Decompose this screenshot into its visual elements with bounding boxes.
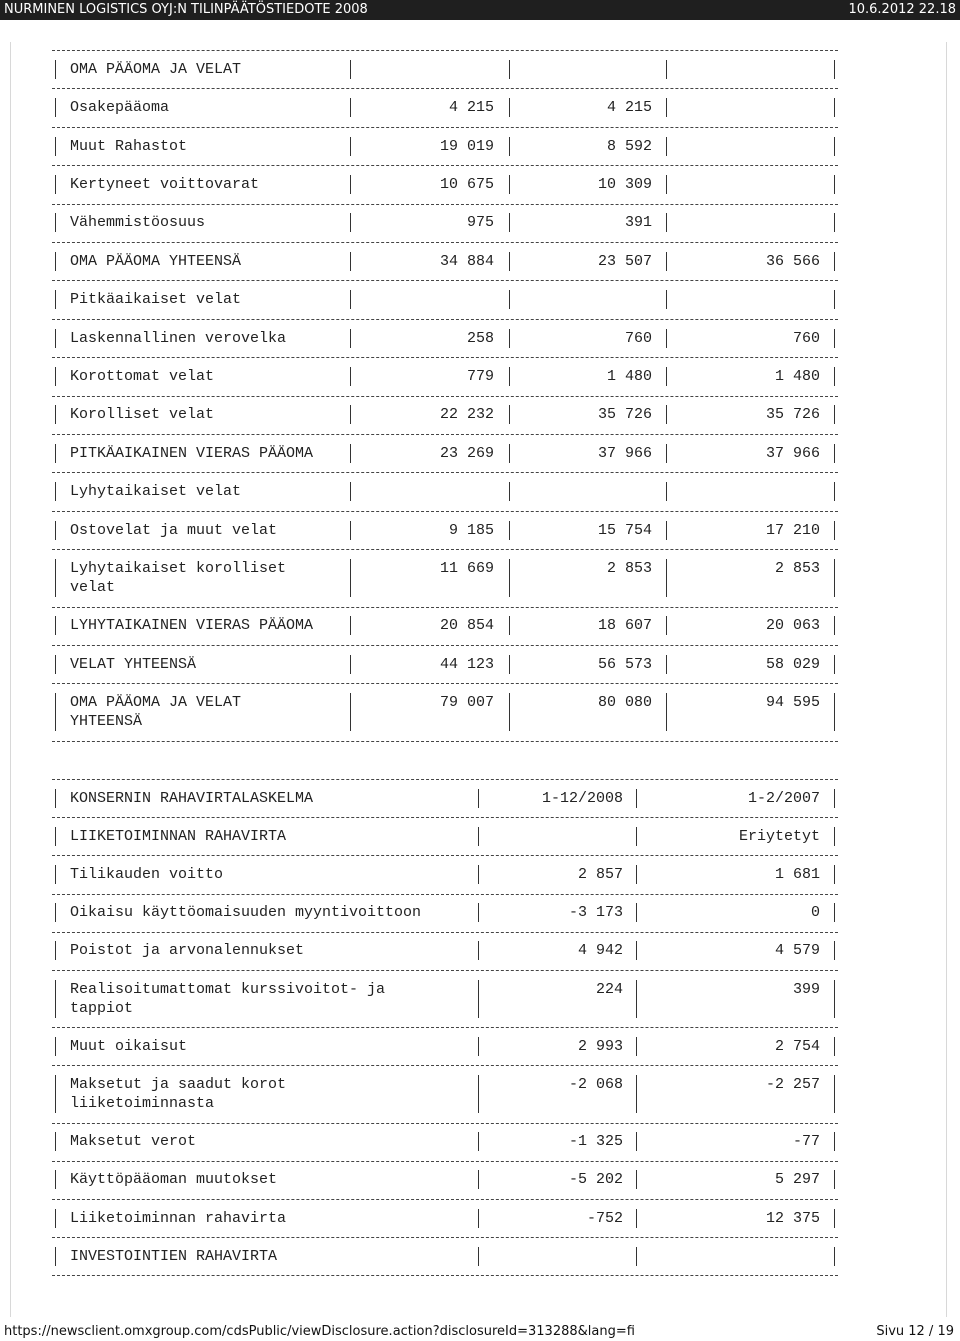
column-divider bbox=[636, 1075, 637, 1113]
column-divider bbox=[350, 559, 351, 597]
value-cell: 80 080 bbox=[597, 694, 652, 712]
column-divider bbox=[55, 482, 56, 501]
value-cell: 12 375 bbox=[765, 1209, 820, 1227]
table-row bbox=[52, 903, 838, 922]
column-divider bbox=[478, 941, 479, 960]
table-row bbox=[52, 367, 838, 386]
table-row bbox=[52, 616, 838, 635]
row-separator bbox=[52, 645, 838, 646]
column-divider bbox=[478, 1132, 479, 1151]
column-divider bbox=[478, 827, 479, 846]
table-row bbox=[52, 1075, 838, 1113]
table-row bbox=[52, 137, 838, 156]
row-separator bbox=[52, 204, 838, 205]
column-divider bbox=[834, 1209, 835, 1228]
document-header bbox=[0, 0, 960, 20]
value-cell: 1 480 bbox=[774, 367, 820, 385]
row-label: Realisoitumattomat kurssivoitot- ja bbox=[70, 980, 386, 998]
column-divider bbox=[55, 1170, 56, 1189]
row-label: Maksetut verot bbox=[70, 1133, 197, 1151]
value-cell: -3 173 bbox=[568, 904, 623, 922]
value-cell: 4 942 bbox=[577, 942, 623, 960]
column-divider bbox=[834, 252, 835, 271]
column-divider bbox=[350, 98, 351, 117]
value-cell: 0 bbox=[810, 904, 820, 922]
page-footer bbox=[0, 1322, 960, 1341]
value-cell: 2 853 bbox=[774, 559, 820, 577]
table-row bbox=[52, 1170, 838, 1189]
table-row bbox=[52, 98, 838, 117]
column-divider bbox=[834, 1247, 835, 1266]
value-cell: 58 029 bbox=[765, 655, 820, 673]
column-divider bbox=[834, 559, 835, 597]
value-cell: 23 507 bbox=[597, 252, 652, 270]
column-divider bbox=[666, 482, 667, 501]
column-divider bbox=[350, 444, 351, 463]
column-divider bbox=[478, 980, 479, 1018]
value-cell: 34 884 bbox=[439, 252, 494, 270]
value-cell: -77 bbox=[792, 1133, 820, 1151]
column-divider bbox=[636, 865, 637, 884]
value-cell: 2 993 bbox=[577, 1037, 623, 1055]
column-divider bbox=[55, 941, 56, 960]
table-row bbox=[52, 1132, 838, 1151]
row-label: Muut Rahastot bbox=[70, 137, 188, 155]
column-divider bbox=[834, 941, 835, 960]
value-cell: 37 966 bbox=[765, 444, 820, 462]
value-cell: 22 232 bbox=[439, 406, 494, 424]
table-row bbox=[52, 559, 838, 597]
value-cell: 35 726 bbox=[597, 406, 652, 424]
column-divider bbox=[55, 367, 56, 386]
row-separator bbox=[52, 932, 838, 933]
row-separator bbox=[52, 280, 838, 281]
value-cell: 11 669 bbox=[439, 559, 494, 577]
column-divider bbox=[834, 521, 835, 540]
value-cell: 2 754 bbox=[774, 1037, 820, 1055]
column-divider bbox=[636, 1209, 637, 1228]
column-divider bbox=[509, 444, 510, 463]
value-cell: -752 bbox=[586, 1209, 623, 1227]
row-separator bbox=[52, 855, 838, 856]
column-divider bbox=[55, 827, 56, 846]
row-separator bbox=[52, 434, 838, 435]
value-cell: 15 754 bbox=[597, 521, 652, 539]
table-row bbox=[52, 655, 838, 674]
row-separator bbox=[52, 319, 838, 320]
row-label: OMA PÄÄOMA JA VELAT bbox=[70, 694, 242, 712]
row-separator bbox=[52, 607, 838, 608]
column-divider bbox=[834, 1037, 835, 1056]
value-cell: 18 607 bbox=[597, 617, 652, 635]
column-divider bbox=[509, 60, 510, 79]
row-label: INVESTOINTIEN RAHAVIRTA bbox=[70, 1247, 278, 1265]
column-divider bbox=[834, 1132, 835, 1151]
column-divider bbox=[509, 559, 510, 597]
value-cell: 79 007 bbox=[439, 694, 494, 712]
column-divider bbox=[509, 616, 510, 635]
row-separator bbox=[52, 165, 838, 166]
column-divider bbox=[509, 213, 510, 232]
table-row bbox=[52, 444, 838, 463]
page-number: Sivu 12 / 19 bbox=[876, 1324, 954, 1339]
row-separator bbox=[52, 741, 838, 742]
value-cell: 399 bbox=[792, 980, 820, 998]
column-divider bbox=[350, 482, 351, 501]
column-divider bbox=[350, 693, 351, 731]
row-label: Korolliset velat bbox=[70, 406, 215, 424]
column-divider bbox=[636, 980, 637, 1018]
value-cell: 56 573 bbox=[597, 655, 652, 673]
column-divider bbox=[509, 137, 510, 156]
column-divider bbox=[666, 405, 667, 424]
column-divider bbox=[478, 1170, 479, 1189]
column-divider bbox=[55, 329, 56, 348]
column-divider bbox=[478, 1247, 479, 1266]
row-label: LIIKETOIMINNAN RAHAVIRTA bbox=[70, 827, 287, 845]
column-divider bbox=[55, 137, 56, 156]
column-divider bbox=[636, 789, 637, 808]
column-divider bbox=[55, 655, 56, 674]
row-label: YHTEENSÄ bbox=[70, 713, 143, 731]
column-divider bbox=[55, 865, 56, 884]
column-divider bbox=[834, 290, 835, 309]
column-divider bbox=[509, 98, 510, 117]
column-divider bbox=[478, 903, 479, 922]
value-cell: 10 675 bbox=[439, 175, 494, 193]
column-divider bbox=[55, 98, 56, 117]
column-divider bbox=[478, 789, 479, 808]
column-divider bbox=[666, 252, 667, 271]
row-label: LYHYTAIKAINEN VIERAS PÄÄOMA bbox=[70, 617, 314, 635]
column-divider bbox=[55, 252, 56, 271]
row-separator bbox=[52, 683, 838, 684]
print-datetime: 10.6.2012 22.18 bbox=[848, 2, 956, 17]
column-divider bbox=[834, 405, 835, 424]
row-label: tappiot bbox=[70, 999, 134, 1017]
row-label: Korottomat velat bbox=[70, 367, 215, 385]
table-row bbox=[52, 482, 838, 501]
column-divider bbox=[350, 655, 351, 674]
row-separator bbox=[52, 1161, 838, 1162]
column-divider bbox=[509, 482, 510, 501]
column-divider bbox=[350, 616, 351, 635]
column-divider bbox=[55, 693, 56, 731]
table-row bbox=[52, 789, 838, 808]
column-divider bbox=[350, 521, 351, 540]
column-divider bbox=[478, 1209, 479, 1228]
column-divider bbox=[834, 213, 835, 232]
row-label: liiketoiminnasta bbox=[70, 1095, 215, 1112]
column-divider bbox=[666, 137, 667, 156]
row-separator bbox=[52, 970, 838, 971]
column-divider bbox=[636, 1247, 637, 1266]
column-divider bbox=[55, 1209, 56, 1228]
row-separator bbox=[52, 1065, 838, 1066]
row-label: Tilikauden voitto bbox=[70, 866, 224, 883]
column-divider bbox=[55, 521, 56, 540]
table-row bbox=[52, 980, 838, 1018]
column-divider bbox=[55, 60, 56, 79]
column-divider bbox=[666, 559, 667, 597]
value-cell: 19 019 bbox=[439, 137, 494, 155]
column-divider bbox=[55, 980, 56, 1018]
column-divider bbox=[509, 252, 510, 271]
column-divider bbox=[55, 1075, 56, 1113]
column-divider bbox=[350, 252, 351, 271]
row-separator bbox=[52, 88, 838, 89]
column-divider bbox=[478, 1037, 479, 1056]
row-label: Käyttöpääoman muutokset bbox=[70, 1171, 278, 1189]
table-row bbox=[52, 252, 838, 271]
table-row bbox=[52, 60, 838, 79]
column-divider bbox=[55, 559, 56, 597]
value-cell: 8 592 bbox=[606, 137, 652, 155]
table-row bbox=[52, 865, 838, 884]
column-divider bbox=[834, 175, 835, 194]
column-divider bbox=[636, 941, 637, 960]
row-separator bbox=[52, 127, 838, 128]
value-cell: 35 726 bbox=[765, 406, 820, 424]
column-divider bbox=[509, 290, 510, 309]
value-cell: 36 566 bbox=[765, 252, 820, 270]
row-label: OMA PÄÄOMA JA VELAT bbox=[70, 60, 242, 78]
row-label: PITKÄAIKAINEN VIERAS PÄÄOMA bbox=[70, 444, 314, 462]
value-cell: Eriytetyt bbox=[738, 827, 820, 845]
row-label: Laskennallinen verovelka bbox=[70, 329, 287, 347]
row-separator bbox=[52, 472, 838, 473]
value-cell: 20 063 bbox=[765, 617, 820, 635]
column-divider bbox=[666, 616, 667, 635]
column-divider bbox=[834, 98, 835, 117]
table-row bbox=[52, 1247, 838, 1266]
table-row bbox=[52, 693, 838, 731]
column-divider bbox=[834, 482, 835, 501]
row-label: Muut oikaisut bbox=[70, 1037, 188, 1055]
value-cell: 779 bbox=[466, 367, 494, 385]
value-cell: 760 bbox=[624, 329, 652, 347]
row-label: Pitkäaikaiset velat bbox=[70, 291, 242, 309]
column-divider bbox=[509, 405, 510, 424]
value-cell: 37 966 bbox=[597, 444, 652, 462]
table-row bbox=[52, 175, 838, 194]
row-separator bbox=[52, 894, 838, 895]
column-divider bbox=[509, 521, 510, 540]
column-divider bbox=[834, 827, 835, 846]
column-divider bbox=[666, 367, 667, 386]
row-separator bbox=[52, 357, 838, 358]
row-label: VELAT YHTEENSÄ bbox=[70, 655, 197, 673]
column-divider bbox=[350, 137, 351, 156]
column-divider bbox=[636, 1132, 637, 1151]
column-divider bbox=[666, 329, 667, 348]
row-label: Vähemmistöosuus bbox=[70, 214, 206, 232]
value-cell: 44 123 bbox=[439, 655, 494, 673]
column-divider bbox=[350, 213, 351, 232]
value-cell: 391 bbox=[624, 214, 652, 232]
column-divider bbox=[55, 616, 56, 635]
value-cell: 94 595 bbox=[765, 694, 820, 712]
value-cell: -2 068 bbox=[568, 1076, 623, 1093]
column-divider bbox=[55, 290, 56, 309]
column-divider bbox=[350, 329, 351, 348]
value-cell: 23 269 bbox=[439, 444, 494, 462]
column-divider bbox=[834, 616, 835, 635]
column-divider bbox=[666, 693, 667, 731]
value-cell: 4 215 bbox=[448, 99, 494, 117]
value-cell: 9 185 bbox=[448, 521, 494, 539]
value-cell: 20 854 bbox=[439, 617, 494, 635]
column-divider bbox=[834, 693, 835, 731]
row-separator bbox=[52, 242, 838, 243]
value-cell: 5 297 bbox=[774, 1171, 820, 1189]
column-divider bbox=[509, 175, 510, 194]
column-divider bbox=[636, 1170, 637, 1189]
column-divider bbox=[666, 175, 667, 194]
value-cell: 4 579 bbox=[774, 942, 820, 960]
value-cell: 10 309 bbox=[597, 175, 652, 193]
value-cell: 975 bbox=[466, 214, 494, 232]
column-divider bbox=[509, 367, 510, 386]
row-label: OMA PÄÄOMA YHTEENSÄ bbox=[70, 252, 242, 270]
row-separator bbox=[52, 817, 838, 818]
row-separator bbox=[52, 1275, 838, 1276]
value-cell: 1-2/2007 bbox=[747, 789, 820, 807]
row-separator bbox=[52, 549, 838, 550]
column-divider bbox=[834, 137, 835, 156]
column-divider bbox=[834, 1170, 835, 1189]
table-row bbox=[52, 521, 838, 540]
column-divider bbox=[834, 444, 835, 463]
column-divider bbox=[55, 213, 56, 232]
value-cell: -5 202 bbox=[568, 1171, 623, 1189]
value-cell: 2 853 bbox=[606, 559, 652, 577]
column-divider bbox=[350, 405, 351, 424]
row-separator bbox=[52, 1123, 838, 1124]
column-divider bbox=[666, 60, 667, 79]
row-separator bbox=[52, 396, 838, 397]
column-divider bbox=[55, 405, 56, 424]
row-separator bbox=[52, 1237, 838, 1238]
table-row bbox=[52, 405, 838, 424]
table-row bbox=[52, 827, 838, 846]
row-separator bbox=[52, 779, 838, 780]
column-divider bbox=[834, 655, 835, 674]
column-divider bbox=[834, 60, 835, 79]
table-row bbox=[52, 329, 838, 348]
column-divider bbox=[834, 903, 835, 922]
row-label: velat bbox=[70, 578, 116, 596]
column-divider bbox=[55, 1247, 56, 1266]
row-separator bbox=[52, 1199, 838, 1200]
column-divider bbox=[55, 1037, 56, 1056]
table-row bbox=[52, 213, 838, 232]
value-cell: -1 325 bbox=[568, 1133, 623, 1151]
row-label: Ostovelat ja muut velat bbox=[70, 521, 278, 539]
document-title: NURMINEN LOGISTICS OYJ:N TILINPÄÄTÖSTIEDOTE 2008 bbox=[4, 2, 368, 17]
page-frame bbox=[10, 42, 947, 1317]
column-divider bbox=[666, 98, 667, 117]
column-divider bbox=[834, 865, 835, 884]
table-row bbox=[52, 290, 838, 309]
column-divider bbox=[509, 655, 510, 674]
row-label: KONSERNIN RAHAVIRTALASKELMA bbox=[70, 789, 314, 807]
table-row bbox=[52, 1209, 838, 1228]
table-row bbox=[52, 1037, 838, 1056]
column-divider bbox=[55, 1132, 56, 1151]
column-divider bbox=[636, 1037, 637, 1056]
row-separator bbox=[52, 511, 838, 512]
row-label: Liiketoiminnan rahavirta bbox=[70, 1209, 287, 1227]
column-divider bbox=[666, 444, 667, 463]
column-divider bbox=[834, 980, 835, 1018]
column-divider bbox=[666, 290, 667, 309]
column-divider bbox=[350, 367, 351, 386]
value-cell: 258 bbox=[466, 329, 494, 347]
value-cell: -2 257 bbox=[765, 1076, 820, 1093]
column-divider bbox=[636, 903, 637, 922]
value-cell: 1 480 bbox=[606, 367, 652, 385]
column-divider bbox=[478, 1075, 479, 1113]
row-label: Lyhytaikaiset korolliset bbox=[70, 559, 287, 577]
column-divider bbox=[666, 213, 667, 232]
value-cell: 17 210 bbox=[765, 521, 820, 539]
column-divider bbox=[55, 789, 56, 808]
value-cell: 760 bbox=[792, 329, 820, 347]
column-divider bbox=[834, 367, 835, 386]
row-label: Osakepääoma bbox=[70, 99, 170, 117]
source-url: https://newsclient.omxgroup.com/cdsPublic/viewDisclosure.action?disclosureId=313288&lang=fi bbox=[4, 1324, 635, 1339]
value-cell: 2 857 bbox=[577, 866, 623, 883]
column-divider bbox=[509, 693, 510, 731]
column-divider bbox=[478, 865, 479, 884]
row-separator bbox=[52, 50, 838, 51]
column-divider bbox=[350, 290, 351, 309]
column-divider bbox=[55, 444, 56, 463]
column-divider bbox=[834, 329, 835, 348]
column-divider bbox=[55, 175, 56, 194]
value-cell: 1-12/2008 bbox=[541, 789, 623, 807]
column-divider bbox=[509, 329, 510, 348]
table-row bbox=[52, 941, 838, 960]
value-cell: 224 bbox=[595, 980, 623, 998]
column-divider bbox=[834, 789, 835, 808]
row-separator bbox=[52, 1027, 838, 1028]
column-divider bbox=[55, 903, 56, 922]
column-divider bbox=[636, 827, 637, 846]
value-cell: 4 215 bbox=[606, 99, 652, 117]
column-divider bbox=[350, 60, 351, 79]
row-label: Lyhytaikaiset velat bbox=[70, 483, 242, 501]
row-label: Poistot ja arvonalennukset bbox=[70, 942, 305, 960]
column-divider bbox=[666, 521, 667, 540]
row-label: Maksetut ja saadut korot bbox=[70, 1076, 287, 1093]
row-label: Oikaisu käyttöomaisuuden myyntivoittoon bbox=[70, 904, 422, 922]
column-divider bbox=[834, 1075, 835, 1113]
column-divider bbox=[666, 655, 667, 674]
row-label: Kertyneet voittovarat bbox=[70, 175, 260, 193]
value-cell: 1 681 bbox=[774, 866, 820, 883]
column-divider bbox=[350, 175, 351, 194]
